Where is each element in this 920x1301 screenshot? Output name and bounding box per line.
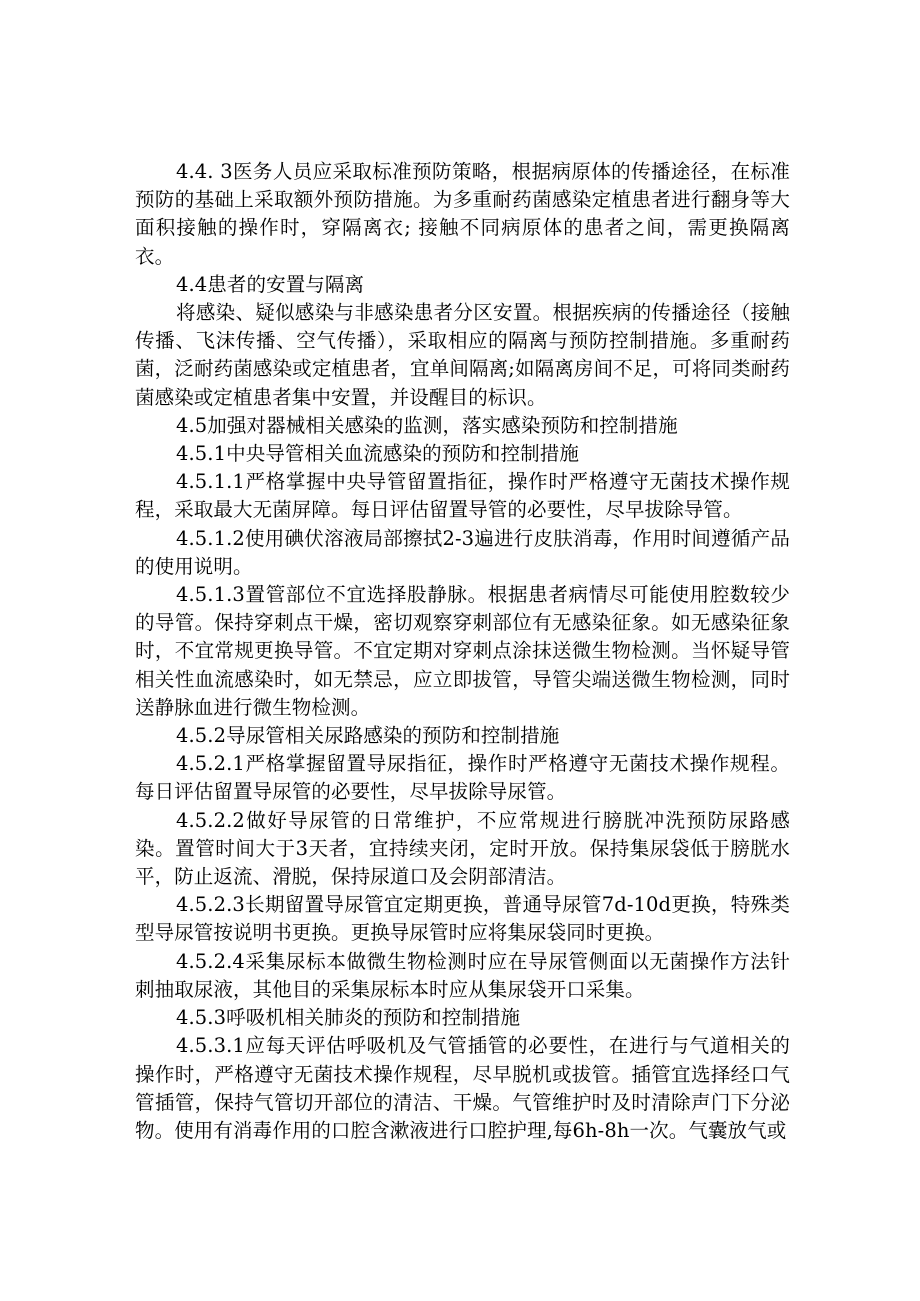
paragraph-4-5-1-3: 4.5.1.3置管部位不宜选择股静脉。根据患者病情尽可能使用腔数较少的导管。保持穿刺点干燥，密切观察穿刺部位有无感染征象。如无感染征象时，不宜常规更换导管。不宜定期对穿刺点涂抹送微生物检测。当怀疑导管相关性血流感染时，如无禁忌，应立即拔管，导管尖端送微生物检测，同时送静脉血进行微生物检测。 xyxy=(135,583,790,719)
paragraph-4-5-2-1: 4.5.2.1严格掌握留置导尿指征，操作时严格遵守无菌技术操作规程。每日评估留置导尿管的必要性，尽早拔除导尿管。 xyxy=(135,752,790,804)
paragraph-patient-isolation: 将感染、疑似感染与非感染患者分区安置。根据疾病的传播途径（接触传播、飞沫传播、空气传播），采取相应的隔离与预防控制措施。多重耐药菌，泛耐药菌感染或定植患者，宜单间隔离;如隔离房间不足，可将同类耐药菌感染或定植患者集中安置，并设醒目的标识。 xyxy=(135,301,790,409)
heading-4-5-2-urinary-catheter: 4.5.2导尿管相关尿路感染的预防和控制措施 xyxy=(176,724,560,748)
paragraph-4-5-2-4: 4.5.2.4采集尿标本做微生物检测时应在导尿管侧面以无菌操作方法针刺抽取尿液，其他目的采集尿标本时应从集尿袋开口采集。 xyxy=(135,949,790,1001)
heading-4-4-patient-placement: 4.4患者的安置与隔离 xyxy=(176,272,365,296)
paragraph-4-5-3-1: 4.5.3.1应每天评估呼吸机及气管插管的必要性，在进行与气道相关的操作时，严格遵守无菌技术操作规程，尽早脱机或拔管。插管宜选择经口气管插管，保持气管切开部位的清洁、干燥。气管维护时及时清除声门下分泌物。使用有消毒作用的口腔含漱液进行口腔护理,每6h-8h一次。气囊放气或 xyxy=(135,1034,790,1142)
document-page xyxy=(135,158,790,1145)
paragraph-4-5-2-3: 4.5.2.3长期留置导尿管宜定期更换，普通导尿管7d-10d更换，特殊类型导尿管按说明书更换。更换导尿管时应将集尿袋同时更换。 xyxy=(135,893,790,945)
heading-4-5-1-central-line: 4.5.1中央导管相关血流感染的预防和控制措施 xyxy=(176,442,579,466)
paragraph-4-5-2-2: 4.5.2.2做好导尿管的日常维护，不应常规进行膀胱冲洗预防尿路感染。置管时间大于3天者，宜持续夹闭，定时开放。保持集尿袋低于膀胱水平，防止返流、滑脱，保持尿道口及会阴部清洁。 xyxy=(135,808,790,889)
heading-4-5-device-infection: 4.5加强对器械相关感染的监测，落实感染预防和控制措施 xyxy=(176,413,678,437)
paragraph-4-5-1-2: 4.5.1.2使用碘伏溶液局部擦拭2-3遍进行皮肤消毒，作用时间遵循产品的使用说明。 xyxy=(135,526,790,578)
paragraph-4-4-3-standard-precautions: 4.4. 3医务人员应采取标准预防策略，根据病原体的传播途径，在标准预防的基础上采取额外预防措施。为多重耐药菌感染定植患者进行翻身等大面积接触的操作时，穿隔离衣; 接触不同病原体的患者之间，需更换隔离衣。 xyxy=(135,160,790,268)
heading-4-5-3-ventilator: 4.5.3呼吸机相关肺炎的预防和控制措施 xyxy=(176,1006,521,1030)
paragraph-4-5-1-1: 4.5.1.1严格掌握中央导管留置指征，操作时严格遵守无菌技术操作规程，采取最大无菌屏障。每日评估留置导管的必要性，尽早拔除导管。 xyxy=(135,470,790,522)
